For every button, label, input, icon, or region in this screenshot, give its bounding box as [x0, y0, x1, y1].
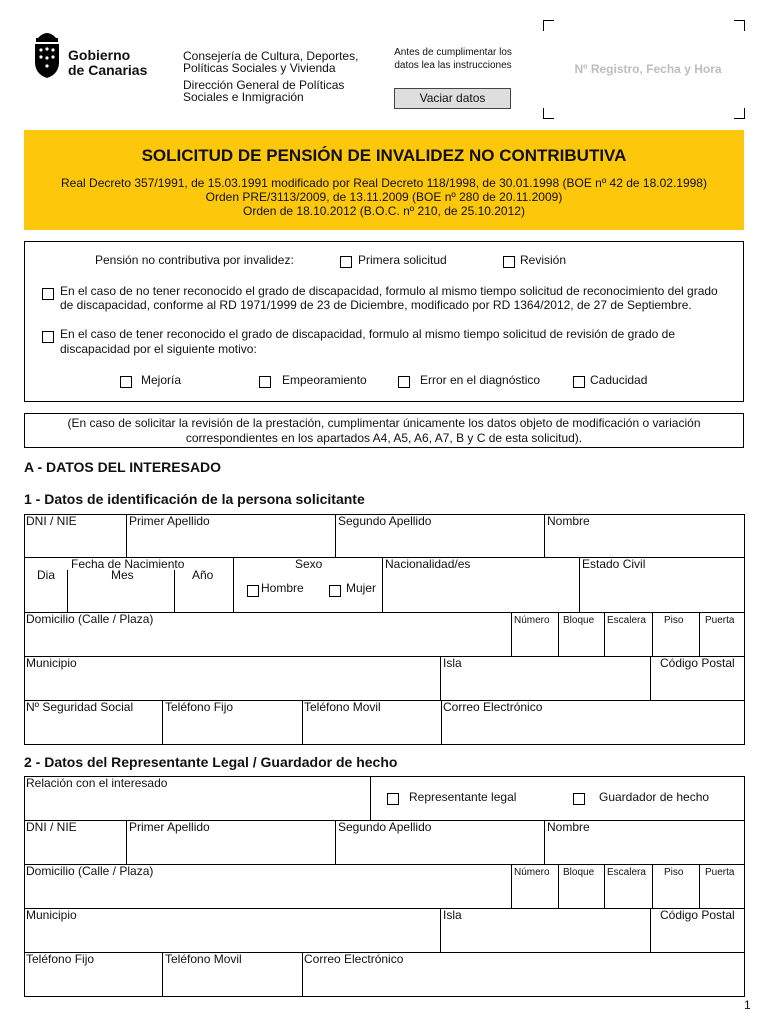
instructions-line-2: datos lea las instrucciones	[394, 60, 512, 71]
revision-checkbox[interactable]	[503, 256, 515, 268]
rep-block-label: Bloque	[563, 867, 595, 878]
consejeria-line-2: Políticas Sociales y Vivienda	[183, 61, 336, 75]
recognition-request-checkbox[interactable]	[42, 288, 54, 300]
floor-label: Piso	[664, 615, 684, 626]
name-label: Nombre	[547, 514, 590, 528]
registry-corner-br	[734, 108, 745, 119]
empeoramiento-label: Empeoramiento	[282, 373, 367, 387]
rep-municipality-label: Municipio	[26, 908, 77, 922]
address-label: Domicilio (Calle / Plaza)	[26, 612, 154, 626]
rep-floor-label: Piso	[664, 867, 684, 878]
rep-mobile-label: Teléfono Movil	[165, 952, 242, 966]
grade-revision-checkbox[interactable]	[42, 331, 54, 343]
direccion-line-2: Sociales e Inmigración	[183, 90, 304, 104]
revision-note-2: correspondientes en los apartados A4, A5, A6, A7, B y C de esta solicitud).	[185, 431, 583, 445]
legal-representative-label: Representante legal	[409, 790, 517, 804]
block-label: Bloque	[563, 615, 595, 626]
logo-line-2: de Canarias	[68, 62, 148, 78]
rep-second-surname-label: Segundo Apellido	[338, 820, 432, 834]
form-title: SOLICITUD DE PENSIÓN DE INVALIDEZ NO CONTRIBUTIVA	[141, 146, 627, 165]
recognition-text-1: En el caso de no tener reconocido el grado de discapacidad, formulo al mismo tiempo solicitud de reconocimiento del grado	[60, 284, 718, 298]
de-facto-guardian-checkbox[interactable]	[573, 793, 585, 805]
island-label: Isla	[443, 656, 462, 670]
social-security-label: Nº Seguridad Social	[26, 700, 134, 714]
legal-ref-3: Orden de 18.10.2012 (B.O.C. nº 210, de 25.10.2012)	[243, 204, 525, 218]
rep-landline-label: Teléfono Fijo	[26, 952, 95, 966]
first-surname-input[interactable]	[130, 535, 330, 553]
legal-ref-1: Real Decreto 357/1991, de 15.03.1991 modificado por Real Decreto 118/1998, de 30.01.1998 (BOE nº 42 de 18.02.1998)	[61, 176, 707, 190]
door-label: Puerta	[705, 615, 735, 626]
error-diagnostico-checkbox[interactable]	[398, 376, 410, 388]
pension-label: Pensión no contributiva por invalidez:	[95, 253, 294, 267]
male-label: Hombre	[261, 581, 304, 595]
sex-label: Sexo	[295, 557, 323, 571]
female-checkbox[interactable]	[329, 585, 341, 597]
de-facto-guardian-label: Guardador de hecho	[599, 790, 710, 804]
registry-corner-tr	[734, 20, 745, 31]
logo-line-1: Gobierno	[68, 47, 131, 63]
recognition-text-2: de discapacidad, conforme al RD 1971/1999 de 23 de Diciembre, modificado por RD 1364/2012, de 27 de Septiembre.	[60, 298, 692, 312]
male-checkbox[interactable]	[247, 585, 259, 597]
rep-number-label: Número	[514, 867, 550, 878]
relation-label: Relación con el interesado	[26, 776, 168, 790]
title-banner	[24, 130, 744, 230]
instructions-line-1: Antes de cumplimentar los	[394, 47, 512, 58]
direccion-line-1: Dirección General de Políticas	[183, 78, 345, 92]
rep-name-label: Nombre	[547, 820, 590, 834]
caducidad-checkbox[interactable]	[573, 376, 585, 388]
consejeria-text	[183, 50, 358, 103]
revision-note-box	[24, 413, 744, 448]
second-surname-label: Segundo Apellido	[338, 514, 432, 528]
email-label: Correo Electrónico	[443, 700, 543, 714]
municipality-label: Municipio	[26, 656, 77, 670]
stair-label: Escalera	[607, 615, 646, 626]
rep-first-surname-label: Primer Apellido	[129, 820, 210, 834]
revision-note-1: (En caso de solicitar la revisión de la prestación, cumplimentar únicamente los datos objeto de modificación o variación	[67, 416, 701, 430]
mobile-label: Teléfono Movil	[304, 700, 381, 714]
rep-dni-label: DNI / NIE	[26, 820, 77, 834]
legal-representative-checkbox[interactable]	[387, 793, 399, 805]
rep-island-label: Isla	[443, 908, 462, 922]
month-label: Mes	[111, 568, 134, 582]
rep-door-label: Puerta	[705, 867, 735, 878]
logo-text	[68, 48, 147, 78]
section-a2-title: 2 - Datos del Representante Legal / Guardador de hecho	[24, 754, 398, 770]
day-label: Dia	[37, 568, 56, 582]
second-surname-input[interactable]	[339, 535, 539, 553]
rep-stair-label: Escalera	[607, 867, 646, 878]
first-request-checkbox[interactable]	[340, 256, 352, 268]
mejoria-checkbox[interactable]	[120, 376, 132, 388]
section-a1-title: 1 - Datos de identificación de la persona solicitante	[24, 491, 365, 507]
first-request-label: Primera solicitud	[358, 253, 447, 267]
consejeria-line-1: Consejería de Cultura, Deportes,	[183, 49, 359, 63]
rep-postal-code-label: Código Postal	[660, 908, 735, 922]
page-number: 1	[744, 998, 751, 1012]
error-diagnostico-label: Error en el diagnóstico	[420, 373, 541, 387]
first-surname-label: Primer Apellido	[129, 514, 210, 528]
caducidad-label: Caducidad	[590, 373, 648, 387]
year-label: Año	[192, 568, 214, 582]
legal-ref-2: Orden PRE/3113/2009, de 13.11.2009 (BOE nº 280 de 20.11.2009)	[205, 190, 563, 204]
name-input[interactable]	[548, 535, 740, 553]
number-label: Número	[514, 615, 550, 626]
grade-revision-text-1: En el caso de tener reconocido el grado de discapacidad, formulo al mismo tiempo solicitud de revisión de grado de	[60, 327, 676, 341]
empeoramiento-checkbox[interactable]	[259, 376, 271, 388]
clear-data-button[interactable]: Vaciar datos	[394, 88, 511, 109]
rep-address-label: Domicilio (Calle / Plaza)	[26, 864, 154, 878]
dni-label: DNI / NIE	[26, 514, 77, 528]
registry-label: Nº Registro, Fecha y Hora	[574, 62, 722, 76]
dni-input[interactable]	[28, 535, 122, 553]
instructions-note	[380, 46, 526, 72]
mejoria-label: Mejoría	[141, 373, 182, 387]
grade-revision-text-2: discapacidad por el siguiente motivo:	[60, 342, 257, 356]
registry-corner-bl	[543, 108, 554, 119]
revision-label: Revisión	[520, 253, 567, 267]
nationality-label: Nacionalidad/es	[385, 557, 471, 571]
section-a-title: A - DATOS DEL INTERESADO	[24, 459, 222, 475]
registry-corner-tl	[543, 20, 554, 31]
civil-status-label: Estado Civil	[582, 557, 646, 571]
birthdate-label: Fecha de Nacimiento	[71, 557, 185, 571]
coat-of-arms-logo	[30, 28, 64, 84]
rep-email-label: Correo Electrónico	[304, 952, 404, 966]
female-label: Mujer	[346, 581, 377, 595]
postal-code-label: Código Postal	[660, 656, 735, 670]
landline-label: Teléfono Fijo	[165, 700, 234, 714]
